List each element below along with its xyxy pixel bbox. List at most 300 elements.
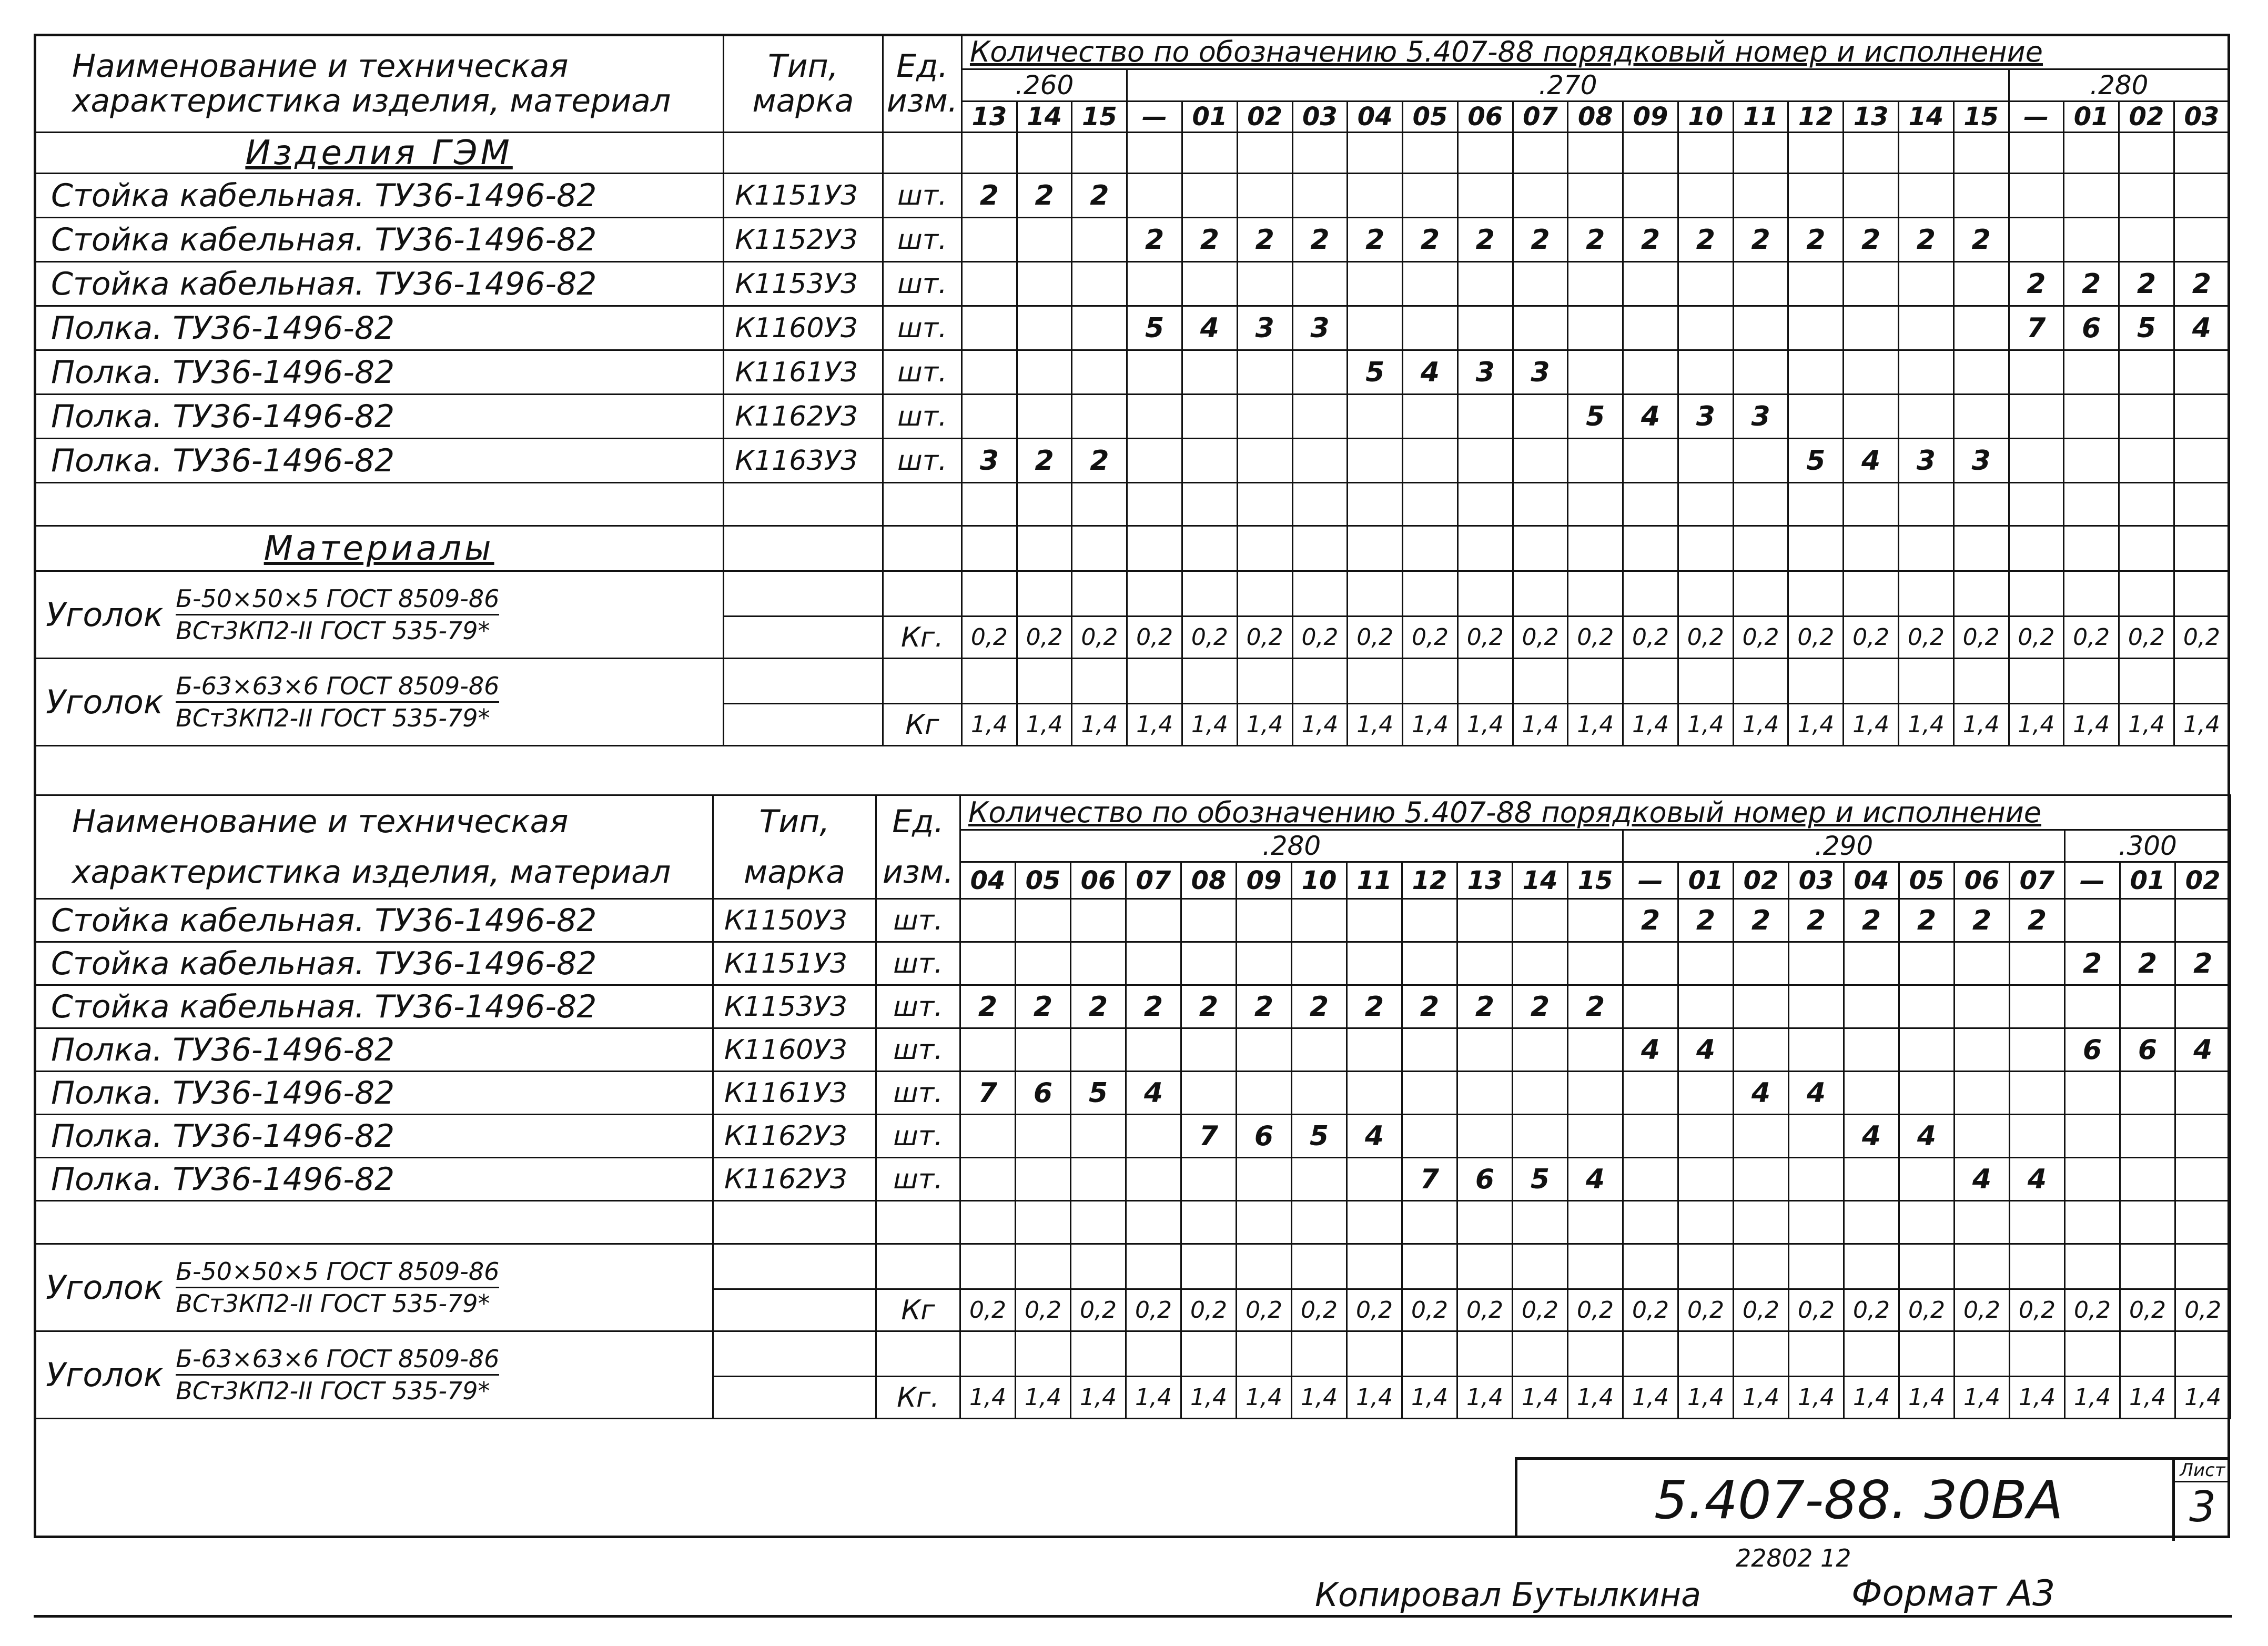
group-label: .280 (2009, 69, 2230, 102)
quantity-cell (2119, 218, 2174, 262)
quantity-cell (1072, 218, 1127, 262)
empty-cell (2065, 1201, 2120, 1244)
quantity-cell: 4 (2010, 1158, 2065, 1201)
material-quantity: 1,4 (1844, 1377, 1899, 1419)
quantity-cell (961, 306, 1017, 350)
empty-cell (2119, 483, 2174, 526)
quantity-cell: 2 (1126, 985, 1181, 1028)
column-number: 11 (1347, 862, 1402, 899)
empty-cell (2119, 571, 2174, 617)
quantity-cell (1953, 395, 2009, 439)
empty-cell (713, 1377, 876, 1419)
material-quantity: 1,4 (1568, 704, 1623, 746)
quantity-cell (1347, 899, 1402, 942)
empty-cell (1016, 1244, 1071, 1289)
quantity-cell (1016, 1158, 1071, 1201)
quantity-cell: 2 (1348, 218, 1403, 262)
quantity-cell (1733, 439, 1788, 483)
quantity-cell (2065, 1072, 2120, 1115)
material-name-cell (35, 1331, 713, 1419)
empty-cell (1788, 659, 1844, 704)
material-quantity: 1,4 (1457, 1377, 1513, 1419)
table-row (35, 395, 2230, 439)
item-type: К1163У3 (724, 439, 883, 483)
title-block (1515, 1457, 2230, 1538)
item-type: К1161У3 (724, 350, 883, 395)
empty-cell (1513, 133, 1568, 174)
quantity-cell (2175, 1115, 2231, 1158)
quantity-cell (960, 1158, 1016, 1201)
quantity-cell (2120, 1158, 2175, 1201)
quantity-cell: 5 (1348, 350, 1403, 395)
quantity-cell (1017, 395, 1072, 439)
quantity-cell (1844, 306, 1899, 350)
quantity-cell (1292, 899, 1347, 942)
quantity-cell: 4 (2175, 1028, 2231, 1072)
quantity-cell (1126, 899, 1181, 942)
empty-cell (1182, 526, 1238, 571)
quantity-cell (2064, 395, 2119, 439)
empty-cell (2064, 526, 2119, 571)
empty-cell (724, 659, 883, 704)
empty-cell (1348, 133, 1403, 174)
quantity-cell (2119, 174, 2174, 218)
quantity-cell (1127, 262, 1182, 306)
column-number: 04 (960, 862, 1016, 899)
empty-cell (713, 1244, 876, 1289)
item-type: К1152У3 (724, 218, 883, 262)
empty-cell (876, 1331, 960, 1377)
empty-cell (1457, 659, 1513, 704)
quantity-cell (2175, 1158, 2231, 1201)
material-quantity: 1,4 (1457, 704, 1513, 746)
material-quantity: 1,4 (1623, 704, 1678, 746)
empty-cell (1844, 571, 1899, 617)
item-type: К1153У3 (724, 262, 883, 306)
table1-body (35, 133, 2230, 746)
quantity-cell (1678, 350, 1733, 395)
quantity-cell (2010, 1028, 2065, 1072)
quantity-cell (2064, 174, 2119, 218)
empty-cell (1292, 483, 1348, 526)
empty-cell (2010, 1244, 2065, 1289)
header-name-cell (35, 795, 713, 899)
material-unit: Кг. (883, 617, 961, 659)
quantity-cell (1734, 1115, 1789, 1158)
material-spec-bottom: ВСт3КП2-II ГОСТ 535-79* (176, 1289, 490, 1318)
quantity-cell: 2 (1072, 439, 1127, 483)
quantity-cell: 2 (1899, 899, 1955, 942)
empty-cell (1457, 1331, 1513, 1377)
item-unit: шт. (876, 1072, 960, 1115)
quantity-cell (1126, 942, 1181, 985)
empty-cell (2009, 659, 2064, 704)
quantity-cell (1348, 395, 1403, 439)
quantity-cell (1788, 395, 1844, 439)
footer-line (34, 1615, 2232, 1618)
empty-cell (2119, 526, 2174, 571)
quantity-cell (1568, 350, 1623, 395)
quantity-cell (1292, 439, 1348, 483)
empty-cell (1403, 571, 1458, 617)
group-label: .300 (2065, 830, 2231, 862)
quantity-cell (1568, 942, 1623, 985)
material-quantity: 1,4 (1017, 704, 1072, 746)
empty-cell (1292, 133, 1348, 174)
material-row (35, 1244, 2231, 1289)
item-name: Стойка кабельная. ТУ36-1496-82 (35, 174, 724, 218)
item-type: К1150У3 (713, 899, 876, 942)
quantity-cell (1072, 306, 1127, 350)
header-unit-line1: Ед. (892, 803, 944, 840)
empty-cell (35, 1201, 713, 1244)
quantity-cell (1844, 985, 1899, 1028)
item-type: К1151У3 (713, 942, 876, 985)
empty-cell (1568, 133, 1623, 174)
inventory-number: 22802 12 (1736, 1544, 1851, 1572)
sheet-number: 3 (2189, 1482, 2216, 1531)
empty-cell (1237, 659, 1292, 704)
empty-cell (1182, 483, 1238, 526)
quantity-cell (1678, 985, 1734, 1028)
quantity-cell (2065, 1115, 2120, 1158)
quantity-cell (2120, 1115, 2175, 1158)
material-quantity: 0,2 (961, 617, 1017, 659)
empty-cell (876, 1244, 960, 1289)
empty-cell (1844, 483, 1899, 526)
quantity-cell (1844, 395, 1899, 439)
quantity-cell: 7 (1402, 1158, 1457, 1201)
quantity-cell: 4 (1623, 1028, 1678, 1072)
quantity-cell (1402, 1028, 1457, 1072)
empty-cell (960, 1244, 1016, 1289)
material-quantity: 0,2 (1127, 617, 1182, 659)
empty-cell (1237, 1244, 1292, 1289)
quantity-cell (1513, 262, 1568, 306)
item-unit: шт. (883, 306, 961, 350)
empty-cell (724, 571, 883, 617)
column-number: 14 (1513, 862, 1568, 899)
quantity-cell (1182, 262, 1238, 306)
quantity-cell (1898, 306, 1953, 350)
empty-cell (1457, 526, 1513, 571)
empty-cell (1568, 659, 1623, 704)
quantity-cell: 5 (1568, 395, 1623, 439)
material-quantity: 0,2 (2009, 617, 2064, 659)
header-type-line2: марка (752, 82, 854, 119)
empty-cell (1402, 1244, 1457, 1289)
quantity-cell (1788, 174, 1844, 218)
quantity-cell: 4 (1844, 1115, 1899, 1158)
quantity-cell (1402, 899, 1457, 942)
column-number: 09 (1623, 102, 1678, 133)
material-quantity: 1,4 (1181, 1377, 1237, 1419)
header-unit-line2: изм. (886, 82, 958, 119)
table-row (35, 174, 2230, 218)
quantity-cell: 2 (1457, 218, 1513, 262)
empty-cell (1898, 133, 1953, 174)
section-row (35, 526, 2230, 571)
quantity-cell: 2 (1181, 985, 1237, 1028)
empty-cell (2064, 483, 2119, 526)
empty-cell (1237, 133, 1292, 174)
quantity-cell: 4 (1126, 1072, 1181, 1115)
quantity-cell (1789, 942, 1844, 985)
empty-cell (1292, 1331, 1347, 1377)
quantity-cell (1403, 306, 1458, 350)
column-number: 05 (1016, 862, 1071, 899)
quantity-cell (1899, 1158, 1955, 1201)
empty-cell (35, 483, 724, 526)
quantity-cell (1347, 942, 1402, 985)
quantity-cell (960, 1028, 1016, 1072)
empty-cell (1953, 526, 2009, 571)
table-row (35, 439, 2230, 483)
item-unit: шт. (883, 395, 961, 439)
empty-cell (713, 1331, 876, 1377)
material-quantity: 1,4 (1623, 1377, 1678, 1419)
empty-cell (2064, 133, 2119, 174)
quantity-cell (1126, 1115, 1181, 1158)
column-number: 13 (961, 102, 1017, 133)
quantity-cell: 3 (1898, 439, 1953, 483)
empty-cell (1017, 571, 1072, 617)
quantity-cell (1678, 1072, 1734, 1115)
quantity-cell (1898, 350, 1953, 395)
item-unit: шт. (876, 1115, 960, 1158)
quantity-cell: 7 (2009, 306, 2064, 350)
quantity-cell (1568, 899, 1623, 942)
quantity-cell (2174, 395, 2229, 439)
quantity-cell (1126, 1028, 1181, 1072)
quantity-cell (1789, 985, 1844, 1028)
empty-cell (961, 659, 1017, 704)
empty-cell (2175, 1244, 2231, 1289)
quantity-cell (1623, 985, 1678, 1028)
header-unit-cell (876, 795, 960, 899)
empty-cell (713, 1201, 876, 1244)
quantity-cell (1513, 439, 1568, 483)
quantity-cell (1678, 1158, 1734, 1201)
quantity-cell (1347, 1072, 1402, 1115)
header-type-line2: марка (743, 854, 846, 891)
material-quantity: 0,2 (2174, 617, 2229, 659)
material-quantity: 0,2 (1072, 617, 1127, 659)
empty-cell (1898, 526, 1953, 571)
material-quantity: 0,2 (1623, 1289, 1678, 1331)
quantity-cell (1457, 306, 1513, 350)
material-quantity: 0,2 (1292, 617, 1348, 659)
empty-cell (1292, 526, 1348, 571)
quantity-cell: 2 (1017, 174, 1072, 218)
empty-cell (1955, 1201, 2010, 1244)
column-number: 02 (1237, 102, 1292, 133)
quantity-cell (1182, 174, 1238, 218)
material-unit: Кг (883, 704, 961, 746)
empty-cell (1899, 1331, 1955, 1377)
quantity-cell (1072, 350, 1127, 395)
quantity-cell: 2 (1734, 899, 1789, 942)
quantity-cell: 2 (1017, 439, 1072, 483)
empty-cell (1403, 483, 1458, 526)
item-name: Стойка кабельная. ТУ36-1496-82 (35, 218, 724, 262)
empty-cell (1127, 483, 1182, 526)
quantity-cell (1899, 985, 1955, 1028)
quantity-cell: 2 (2009, 262, 2064, 306)
empty-cell (1733, 133, 1788, 174)
empty-cell (1898, 571, 1953, 617)
empty-cell (1071, 1331, 1126, 1377)
item-unit: шт. (876, 1158, 960, 1201)
empty-cell (1953, 483, 2009, 526)
material-quantity: 1,4 (1237, 704, 1292, 746)
empty-cell (1899, 1244, 1955, 1289)
quantity-cell (2009, 395, 2064, 439)
empty-cell (1237, 483, 1292, 526)
quantity-cell: 4 (1403, 350, 1458, 395)
empty-cell (1457, 483, 1513, 526)
table-row (35, 985, 2231, 1028)
empty-cell (1955, 1244, 2010, 1289)
material-quantity: 1,4 (1402, 1377, 1457, 1419)
quantity-cell: 4 (1347, 1115, 1402, 1158)
empty-cell (960, 1331, 1016, 1377)
quantity-cell (1457, 1028, 1513, 1072)
empty-cell (1568, 571, 1623, 617)
empty-cell (1402, 1331, 1457, 1377)
material-quantity: 0,2 (1844, 617, 1899, 659)
quantity-cell (1513, 395, 1568, 439)
empty-cell (1733, 483, 1788, 526)
quantity-cell: 2 (2174, 262, 2229, 306)
quantity-cell: 5 (1513, 1158, 1568, 1201)
empty-cell (1071, 1201, 1126, 1244)
quantity-cell: 2 (1898, 218, 1953, 262)
material-quantity: 1,4 (1182, 704, 1238, 746)
quantity-cell: 2 (1016, 985, 1071, 1028)
material-quantity: 1,4 (2119, 704, 2174, 746)
quantity-cell (960, 942, 1016, 985)
empty-cell (961, 133, 1017, 174)
empty-cell (1678, 1201, 1734, 1244)
material-name: Уголок (46, 683, 164, 721)
empty-cell (1623, 1244, 1678, 1289)
header-unit-cell (883, 35, 961, 133)
quantity-cell: 3 (1733, 395, 1788, 439)
quantity-cell: 2 (1733, 218, 1788, 262)
quantity-cell (1733, 306, 1788, 350)
quantity-cell: 2 (1678, 218, 1733, 262)
empty-cell (2175, 1331, 2231, 1377)
material-quantity: 0,2 (1237, 1289, 1292, 1331)
empty-cell (1568, 1201, 1623, 1244)
empty-cell (1623, 483, 1678, 526)
table2-body (35, 899, 2231, 1419)
material-quantity: 0,2 (1898, 617, 1953, 659)
quantity-cell (1292, 942, 1347, 985)
empty-cell (1844, 133, 1899, 174)
quantity-cell (1071, 942, 1126, 985)
quantity-cell (1016, 942, 1071, 985)
quantity-cell (2009, 439, 2064, 483)
quantity-cell (1348, 439, 1403, 483)
empty-cell (961, 526, 1017, 571)
quantity-cell (1899, 1028, 1955, 1072)
material-quantity: 1,4 (961, 704, 1017, 746)
quantity-cell (1457, 439, 1513, 483)
material-quantity: 1,4 (1072, 704, 1127, 746)
column-number: 14 (1898, 102, 1953, 133)
quantity-cell (1955, 1072, 2010, 1115)
material-quantity: 1,4 (1513, 704, 1568, 746)
empty-cell (1182, 659, 1238, 704)
quantity-cell: 2 (1678, 899, 1734, 942)
quantity-cell (1898, 262, 1953, 306)
specification-table-1 (34, 34, 2230, 746)
quantity-cell (1182, 395, 1238, 439)
material-quantity: 0,2 (1678, 1289, 1734, 1331)
empty-cell (1678, 1244, 1734, 1289)
column-number: — (2065, 862, 2120, 899)
quantity-cell: 2 (2119, 262, 2174, 306)
material-quantity: 0,2 (1623, 617, 1678, 659)
quantity-cell (1237, 350, 1292, 395)
quantity-cell (1844, 174, 1899, 218)
quantity-cell (1127, 439, 1182, 483)
empty-cell (2009, 571, 2064, 617)
empty-cell (1237, 1331, 1292, 1377)
material-name: Уголок (46, 1356, 164, 1394)
item-unit: шт. (876, 899, 960, 942)
column-number: 02 (1734, 862, 1789, 899)
material-quantity: 1,4 (1788, 704, 1844, 746)
empty-cell (2174, 526, 2229, 571)
item-unit: шт. (883, 262, 961, 306)
column-number: — (2009, 102, 2064, 133)
quantity-cell (1953, 174, 2009, 218)
table-row (35, 1028, 2231, 1072)
item-name: Стойка кабельная. ТУ36-1496-82 (35, 899, 713, 942)
column-number: 01 (1678, 862, 1734, 899)
table-row (35, 218, 2230, 262)
quantity-cell (1237, 1072, 1292, 1115)
quantity-cell: 5 (1292, 1115, 1347, 1158)
empty-cell (1788, 571, 1844, 617)
empty-cell (961, 483, 1017, 526)
document-code: 5.407-88. 30ВА (1654, 1469, 2063, 1531)
empty-cell (2009, 133, 2064, 174)
material-label (46, 671, 723, 733)
quantity-cell (2065, 899, 2120, 942)
column-number: 01 (1182, 102, 1238, 133)
material-quantity: 0,2 (1678, 617, 1733, 659)
empty-cell (883, 483, 961, 526)
quantity-cell (1347, 1158, 1402, 1201)
empty-cell (2174, 483, 2229, 526)
empty-cell (1126, 1201, 1181, 1244)
empty-cell (1678, 133, 1733, 174)
empty-cell (1513, 659, 1568, 704)
empty-cell (1403, 659, 1458, 704)
item-type: К1162У3 (713, 1158, 876, 1201)
quantity-cell (1348, 174, 1403, 218)
quantity-cell (1017, 262, 1072, 306)
empty-cell (2065, 1331, 2120, 1377)
quantity-cell (1623, 1158, 1678, 1201)
empty-cell (1237, 571, 1292, 617)
quantity-cell: 2 (1403, 218, 1458, 262)
quantity-cell: 4 (1789, 1072, 1844, 1115)
